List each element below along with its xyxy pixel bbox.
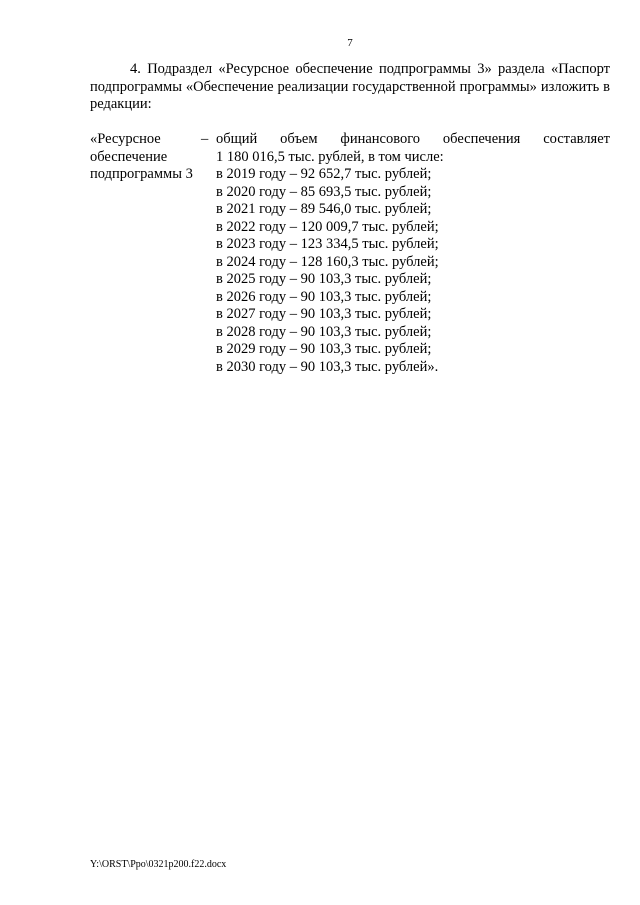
first-line-word: финансового: [340, 131, 421, 147]
first-line-word: общий: [216, 131, 258, 147]
resource-line: в 2027 году – 90 103,3 тыс. рублей;: [216, 306, 432, 322]
resource-content: [216, 131, 610, 376]
resource-line: 1 180 016,5 тыс. рублей, в том числе:: [216, 148, 444, 165]
resource-line: в 2029 году – 90 103,3 тыс. рублей;: [216, 341, 432, 357]
resource-line: в 2019 году – 92 652,7 тыс. рублей;: [216, 166, 432, 182]
first-line-word: обеспечения: [442, 131, 521, 147]
intro-paragraph: 4. Подраздел «Ресурсное обеспечение подпрограммы 3» раздела «Паспорт подпрограммы «Обеспечение реализации государственной программы» изложить в редакции:: [90, 61, 610, 112]
resource-dash: –: [201, 131, 209, 147]
resource-line: в 2021 году – 89 546,0 тыс. рублей;: [216, 201, 432, 217]
resource-label-line: подпрограммы 3: [90, 166, 193, 182]
resource-line: в 2028 году – 90 103,3 тыс. рублей;: [216, 323, 432, 340]
page-number: 7: [347, 37, 353, 49]
resource-line: в 2022 году – 120 009,7 тыс. рублей;: [216, 218, 439, 235]
resource-line: в 2023 году – 123 334,5 тыс. рублей;: [216, 236, 439, 252]
footer-file-path: Y:\ORST\Ppo\0321p200.f22.docx: [90, 859, 227, 870]
resource-line: в 2024 году – 128 160,3 тыс. рублей;: [216, 253, 439, 270]
first-line-word: составляет: [543, 131, 610, 147]
resource-line: в 2030 году – 90 103,3 тыс. рублей».: [216, 358, 439, 375]
resource-label-line: обеспечение: [90, 148, 168, 165]
first-line-word: объем: [280, 131, 318, 147]
resource-label: [90, 131, 210, 184]
resource-line: в 2026 году – 90 103,3 тыс. рублей;: [216, 288, 432, 305]
resource-first-line: [216, 131, 610, 149]
resource-line: в 2020 году – 85 693,5 тыс. рублей;: [216, 183, 432, 200]
resource-label-line: «Ресурсное: [90, 131, 161, 147]
resource-line: в 2025 году – 90 103,3 тыс. рублей;: [216, 271, 432, 287]
